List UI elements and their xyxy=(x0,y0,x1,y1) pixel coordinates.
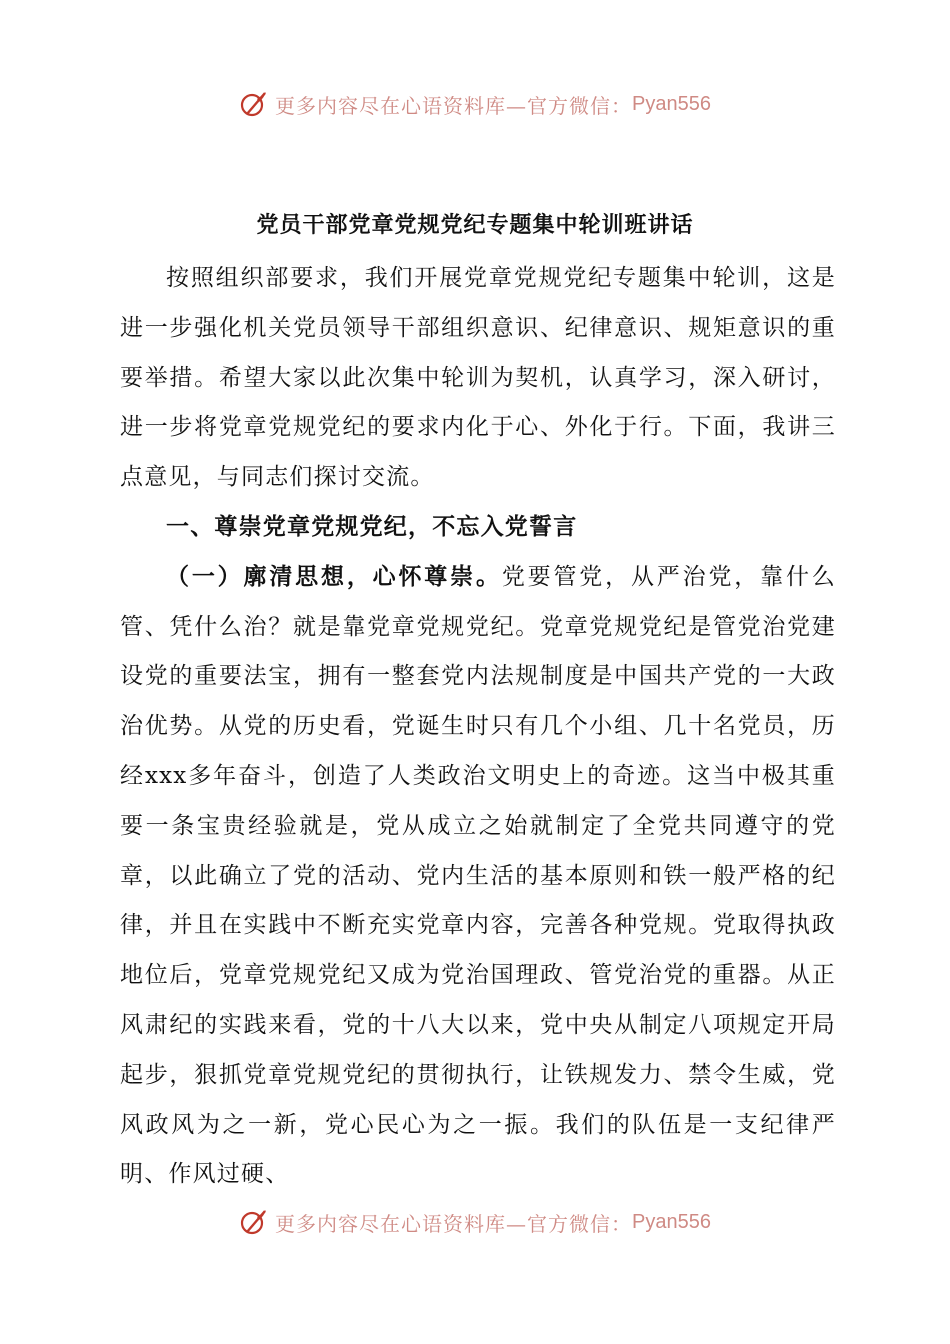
intro-paragraph: 按照组织部要求，我们开展党章党规党纪专题集中轮训，这是进一步强化机关党员领导干部组织意识、纪律意识、规矩意识的重要举措。希望大家以此次集中轮训为契机，认真学习，深入研讨，进一步将党章党规党纪的要求内化于心、外化于行。下面，我讲三点意见，与同志们探讨交流。 xyxy=(120,265,836,491)
quill-logo-icon xyxy=(239,1207,269,1237)
footer-banner-wechat-id: Pyan556 xyxy=(632,1210,711,1233)
header-watermark-banner xyxy=(0,84,950,124)
subsection-paragraph-1 xyxy=(120,553,836,1200)
section-heading-1: 一、尊崇党章党规党纪，不忘入党誓言 xyxy=(166,513,578,540)
footer-watermark-banner xyxy=(0,1202,950,1242)
subsection-lead-1: （一）廓清思想，心怀尊崇。 xyxy=(166,563,502,590)
header-banner-text: 更多内容尽在心语资料库—官方微信： xyxy=(275,93,633,118)
document-body xyxy=(120,254,836,1200)
document-title: 党员干部党章党规党纪专题集中轮训班讲话 xyxy=(256,213,694,238)
footer-banner-text: 更多内容尽在心语资料库—官方微信： xyxy=(275,1211,633,1236)
subsection-body-1: 党要管党，从严治党，靠什么管、凭什么治？就是靠党章党规党纪。党章党规党纪是管党治党建设党的重要法宝，拥有一整套党内法规制度是中国共产党的一大政治优势。从党的历史看，党诞生时只有几个小组、几十名党员，历经xxx多年奋斗，创造了人类政治文明史上的奇迹。这当中极其重要一条宝贵经验就是，党从成立之始就制定了全党共同遵守的党章，以此确立了党的活动、党内生活的基本原则和铁一般严格的纪律，并且在实践中不断充实党章内容，完善各种党规。党取得执政地位后，党章党规党纪又成为党治国理政、管党治党的重器。从正风肃纪的实践来看，党的十八大以来，党中央从制定八项规定开局起步，狠抓党章党规党纪的贯彻执行，让铁规发力、禁令生威，党风政风为之一新，党心民心为之一振。我们的队伍是一支纪律严明、作风过硬、 xyxy=(120,563,836,1188)
quill-logo-icon xyxy=(239,89,269,119)
header-banner-wechat-id: Pyan556 xyxy=(632,92,711,115)
